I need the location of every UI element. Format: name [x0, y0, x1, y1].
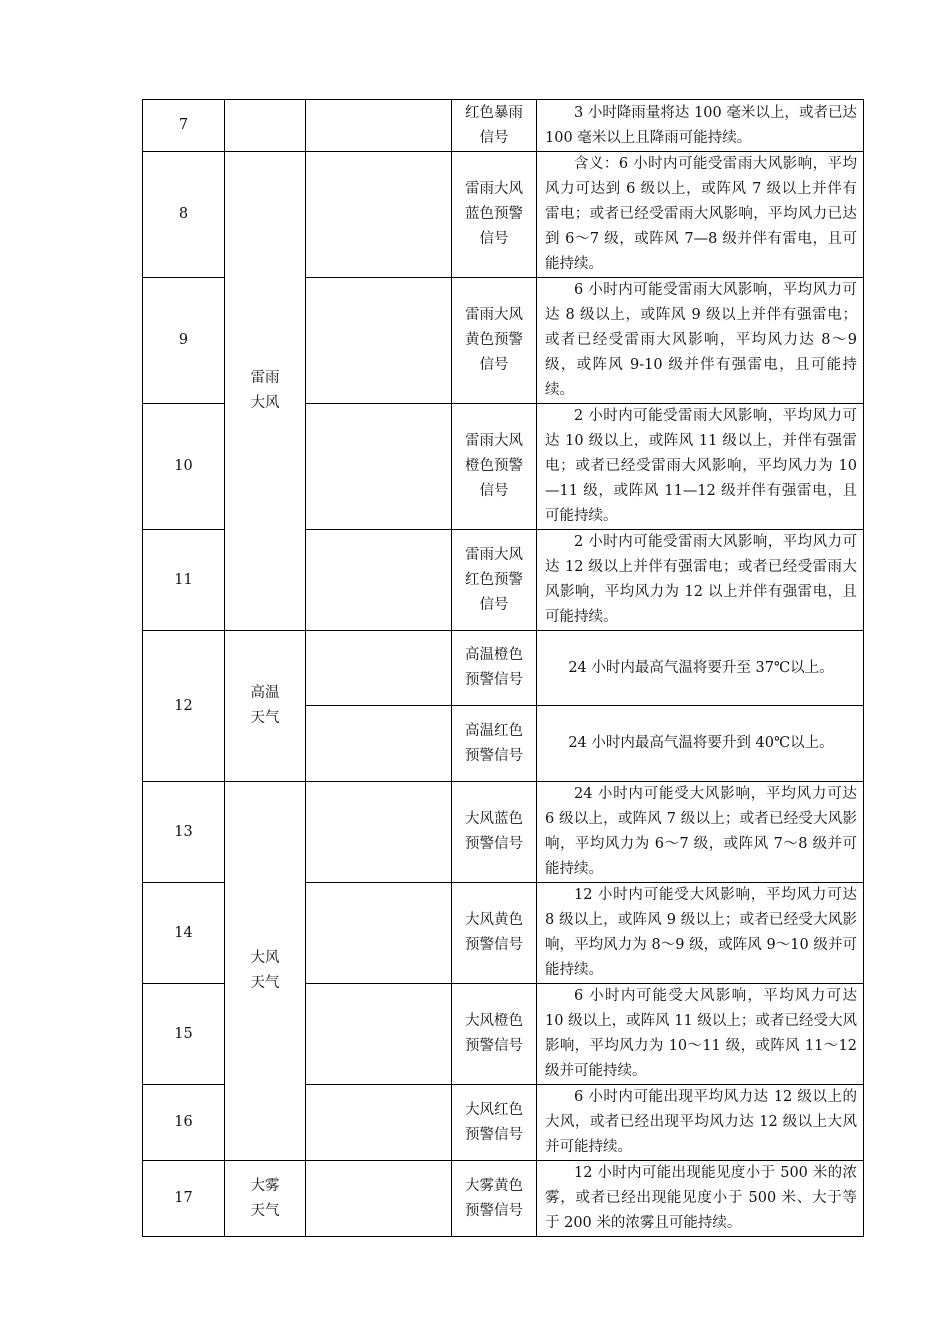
description-text: 12 小时内可能受大风影响，平均风力可达 8 级以上，或阵风 9 级以上；或者已经受大风影响，平均风力为 8～9 级，或阵风 9～10 级并可能持续。: [545, 887, 857, 978]
signal-description: [537, 404, 864, 530]
signal-name: 雷雨大风橙色预警信号: [452, 404, 537, 530]
row-number: 16: [143, 1085, 225, 1161]
signal-name: 雷雨大风黄色预警信号: [452, 278, 537, 404]
signal-description: [537, 706, 864, 782]
description-text: 含义：6 小时内可能受雷雨大风影响，平均风力可达到 6 级以上，或阵风 7 级以上并伴有雷电；或者已经受雷雨大风影响，平均风力已达到 6～7 级，或阵风 7—8 级并伴有雷电，且可能持续。: [545, 156, 857, 272]
category-cell: [225, 100, 306, 152]
table-row: [143, 152, 864, 278]
row-number: 10: [143, 404, 225, 530]
table-row: [143, 1161, 864, 1237]
description-text: 2 小时内可能受雷雨大风影响，平均风力可达 12 级以上并伴有强雷电；或者已经受雷雨大风影响，平均风力为 12 以上并伴有强雷电，且可能持续。: [545, 534, 857, 625]
description-text: 24 小时内最高气温将要升至 37℃以上。: [568, 659, 834, 676]
category-cell: [225, 782, 306, 1161]
description-text: 6 小时内可能受大风影响，平均风力可达 10 级以上，或阵风 11 级以上；或者已经受大风影响，平均风力为 10～11 级，或阵风 11～12 级并可能持续。: [545, 988, 857, 1079]
category-label: 天气: [250, 975, 280, 991]
signal-name: 红色暴雨信号: [452, 100, 537, 152]
category-label: 雷雨: [250, 370, 280, 386]
row-number: 7: [143, 100, 225, 152]
blank-cell: [306, 1085, 452, 1161]
category-label: 大风: [250, 395, 280, 411]
row-number: 13: [143, 782, 225, 883]
blank-cell: [306, 1161, 452, 1237]
blank-cell: [306, 631, 452, 706]
blank-cell: [306, 782, 452, 883]
category-label: 天气: [250, 710, 280, 726]
row-number: 8: [143, 152, 225, 278]
blank-cell: [306, 984, 452, 1085]
signal-description: [537, 883, 864, 984]
signal-name: 高温橙色预警信号: [452, 631, 537, 706]
category-cell: [225, 1161, 306, 1237]
row-number: 12: [143, 631, 225, 782]
row-number: 17: [143, 1161, 225, 1237]
signal-name: 大风黄色预警信号: [452, 883, 537, 984]
blank-cell: [306, 152, 452, 278]
signal-description: [537, 782, 864, 883]
category-label: 大风: [250, 950, 280, 966]
blank-cell: [306, 278, 452, 404]
category-label: 天气: [250, 1202, 280, 1219]
blank-cell: [306, 100, 452, 152]
row-number: 14: [143, 883, 225, 984]
description-text: 6 小时内可能受雷雨大风影响，平均风力可达 8 级以上，或阵风 9 级以上并伴有强雷电；或者已经受雷雨大风影响，平均风力达 8～9 级，或阵风 9-10 级并伴有强雷电，且可能持续。: [545, 282, 857, 398]
signal-description: [537, 984, 864, 1085]
category-cell: [225, 631, 306, 782]
description-text: 24 小时内可能受大风影响，平均风力可达 6 级以上，或阵风 7 级以上；或者已经受大风影响，平均风力为 6～7 级，或阵风 7～8 级并可能持续。: [545, 786, 857, 877]
signal-name: 大风蓝色预警信号: [452, 782, 537, 883]
signal-description: [537, 278, 864, 404]
signal-description: [537, 631, 864, 706]
table-row: [143, 782, 864, 883]
description-text: 3 小时降雨量将达 100 毫米以上，或者已达 100 毫米以上且降雨可能持续。: [545, 104, 857, 146]
blank-cell: [306, 883, 452, 984]
signal-description: [537, 1085, 864, 1161]
signal-description: [537, 530, 864, 631]
signal-name: 大风红色预警信号: [452, 1085, 537, 1161]
signal-name: 雷雨大风红色预警信号: [452, 530, 537, 631]
signal-description: [537, 100, 864, 152]
signal-name: 大雾黄色预警信号: [452, 1161, 537, 1237]
table-row: [143, 631, 864, 706]
category-label: 高温: [250, 685, 280, 701]
category-label: 大雾: [250, 1177, 280, 1194]
description-text: 12 小时内可能出现能见度小于 500 米的浓雾，或者已经出现能见度小于 500 米、大于等于 200 米的浓雾且可能持续。: [545, 1165, 857, 1231]
signal-name: 高温红色预警信号: [452, 706, 537, 782]
table-row: [143, 100, 864, 152]
blank-cell: [306, 706, 452, 782]
category-cell: [225, 152, 306, 631]
description-text: 2 小时内可能受雷雨大风影响，平均风力可达 10 级以上，或阵风 11 级以上，并伴有强雷电；或者已经受雷雨大风影响，平均风力为 10—11 级，或阵风 11—12 级并伴有强雷电，且可能持续。: [545, 408, 857, 524]
description-text: 6 小时内可能出现平均风力达 12 级以上的大风，或者已经出现平均风力达 12 级以上大风并可能持续。: [545, 1089, 857, 1155]
row-number: 9: [143, 278, 225, 404]
row-number: 11: [143, 530, 225, 631]
description-text: 24 小时内最高气温将要升到 40℃以上。: [568, 735, 834, 751]
warning-signal-table: [142, 99, 864, 1237]
blank-cell: [306, 404, 452, 530]
blank-cell: [306, 530, 452, 631]
signal-name: 大风橙色预警信号: [452, 984, 537, 1085]
signal-description: [537, 1161, 864, 1237]
row-number: 15: [143, 984, 225, 1085]
signal-name: 雷雨大风蓝色预警信号: [452, 152, 537, 278]
signal-description: [537, 152, 864, 278]
